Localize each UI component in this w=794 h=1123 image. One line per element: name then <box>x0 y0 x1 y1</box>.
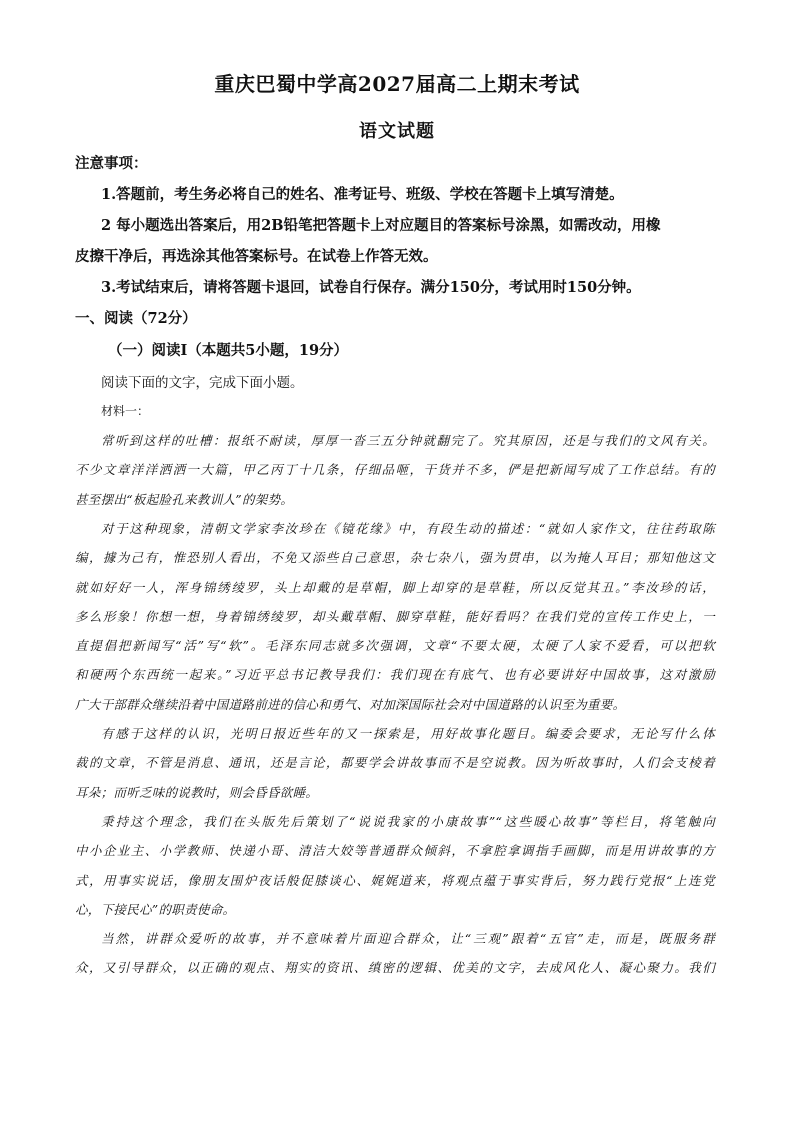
passage-line: 耳朵；而听乏味的说教时，则会昏昏欲睡。 <box>75 784 319 800</box>
notice-item-2-line-1: 2 每小题选出答案后，用2B铅笔把答题卡上对应题目的答案标号涂黑，如需改动，用橡 <box>101 217 661 234</box>
section-sub-heading: （一）阅读Ⅰ（本题共5小题，19分） <box>108 342 349 359</box>
material-label: 材料一： <box>101 404 150 418</box>
passage-line: 编，據为己有，惟恐别人看出，不免又添些自己意思，杂七杂八，强为贯串，以为掩人耳目；那知他这文 <box>75 550 715 566</box>
passage-line: 和硬两个东西统一起来。”习近平总书记教导我们：我们现在有底气、也有必要讲好中国故事，这对激励 <box>75 667 715 683</box>
passage-line: 直提倡把新闻写“活”写“软”。毛泽东同志就多次强调，文章“不要太硬，太硬了人家不爱看，可以把软 <box>75 638 715 654</box>
passage-line: 中小企业主、小学教师、快递小哥、清洁大姣等普通群众倾斜，不拿腔拿调指手画脚，而是用讲故事的方 <box>75 843 715 859</box>
notice-item-3: 3.考试结束后，请将答题卡退回，试卷自行保存。满分150分，考试用时150分钟。 <box>101 279 641 296</box>
exam-title: 重庆巴蜀中学高2027届高二上期末考试 <box>214 72 580 96</box>
passage-line: 裁的文章，不管是消息、通讯，还是言论，都要学会讲故事而不是空说教。因为听故事时，人们会支棱着 <box>75 755 715 771</box>
notice-item-1: 1.答题前，考生务必将自己的姓名、准考证号、班级、学校在答题卡上填写清楚。 <box>101 186 624 203</box>
passage-line: 对于这种现象，清朝文学家李汝珍在《镜花缘》中，有段生动的描述：“就如人家作文，往往药取陈 <box>101 520 715 536</box>
section-instruction: 阅读下面的文字，完成下面小题。 <box>101 375 304 391</box>
passage-line: 常听到这样的吐槽：报纸不耐读，厚厚一沓三五分钟就翻完了。究其原因，还是与我们的文风有关。 <box>101 433 715 448</box>
notice-item-2-line-2: 皮擦干净后，再选涂其他答案标号。在试卷上作答无效。 <box>75 248 438 265</box>
passage-line: 甚至摆出“板起脸孔来教训人”的架势。 <box>75 491 294 507</box>
passage-line: 多么形象！你想一想，身着锦绣绫罗，却头戴草帽、脚穿草鞋，能好看吗？在我们党的宣传工作史上，一 <box>75 608 715 624</box>
exam-subtitle: 语文试题 <box>359 121 435 142</box>
passage-line: 不少文章洋洋洒洒一大篇，甲乙丙丁十几条，仔细品咂，干货并不多，俨是把新闻写成了工作总结。有的 <box>75 462 715 478</box>
notice-heading: 注意事项： <box>75 155 148 172</box>
section-heading: 一、阅读（72分） <box>75 310 197 327</box>
passage-line: 众，又引导群众，以正确的观点、翔实的资讯、缜密的逻辑、优美的文字，去成风化人、凝心聚力。我们 <box>75 960 715 976</box>
passage-line: 心，下接民心”的职责使命。 <box>75 901 236 917</box>
passage-line: 广大干部群众继续沿着中国道路前进的信心和勇气、对加深国际社会对中国道路的认识至为重要。 <box>75 696 626 712</box>
passage-line: 秉持这个理念，我们在头版先后策划了“说说我家的小康故事”“这些暖心故事”等栏目，将笔触向 <box>101 813 715 829</box>
passage-line: 式，用事实说话，像朋友围炉夜话般促膝谈心、娓娓道来，将观点蕴于事实背后，努力践行党报“上连党 <box>75 872 715 888</box>
passage-line: 就如好好一人，浑身锦绣绫罗，头上却戴的是草帽，脚上却穿的是草鞋，所以反觉其丑。”李汝珍的话， <box>75 579 715 595</box>
passage-line: 当然，讲群众爱听的故事，并不意味着片面迎合群众，让“三观”跟着“五官”走，而是，既服务群 <box>101 931 715 947</box>
passage-line: 有感于这样的认识，光明日报近些年的又一探索是，用好故事化题目。编委会要求，无论写什么体 <box>101 726 715 741</box>
